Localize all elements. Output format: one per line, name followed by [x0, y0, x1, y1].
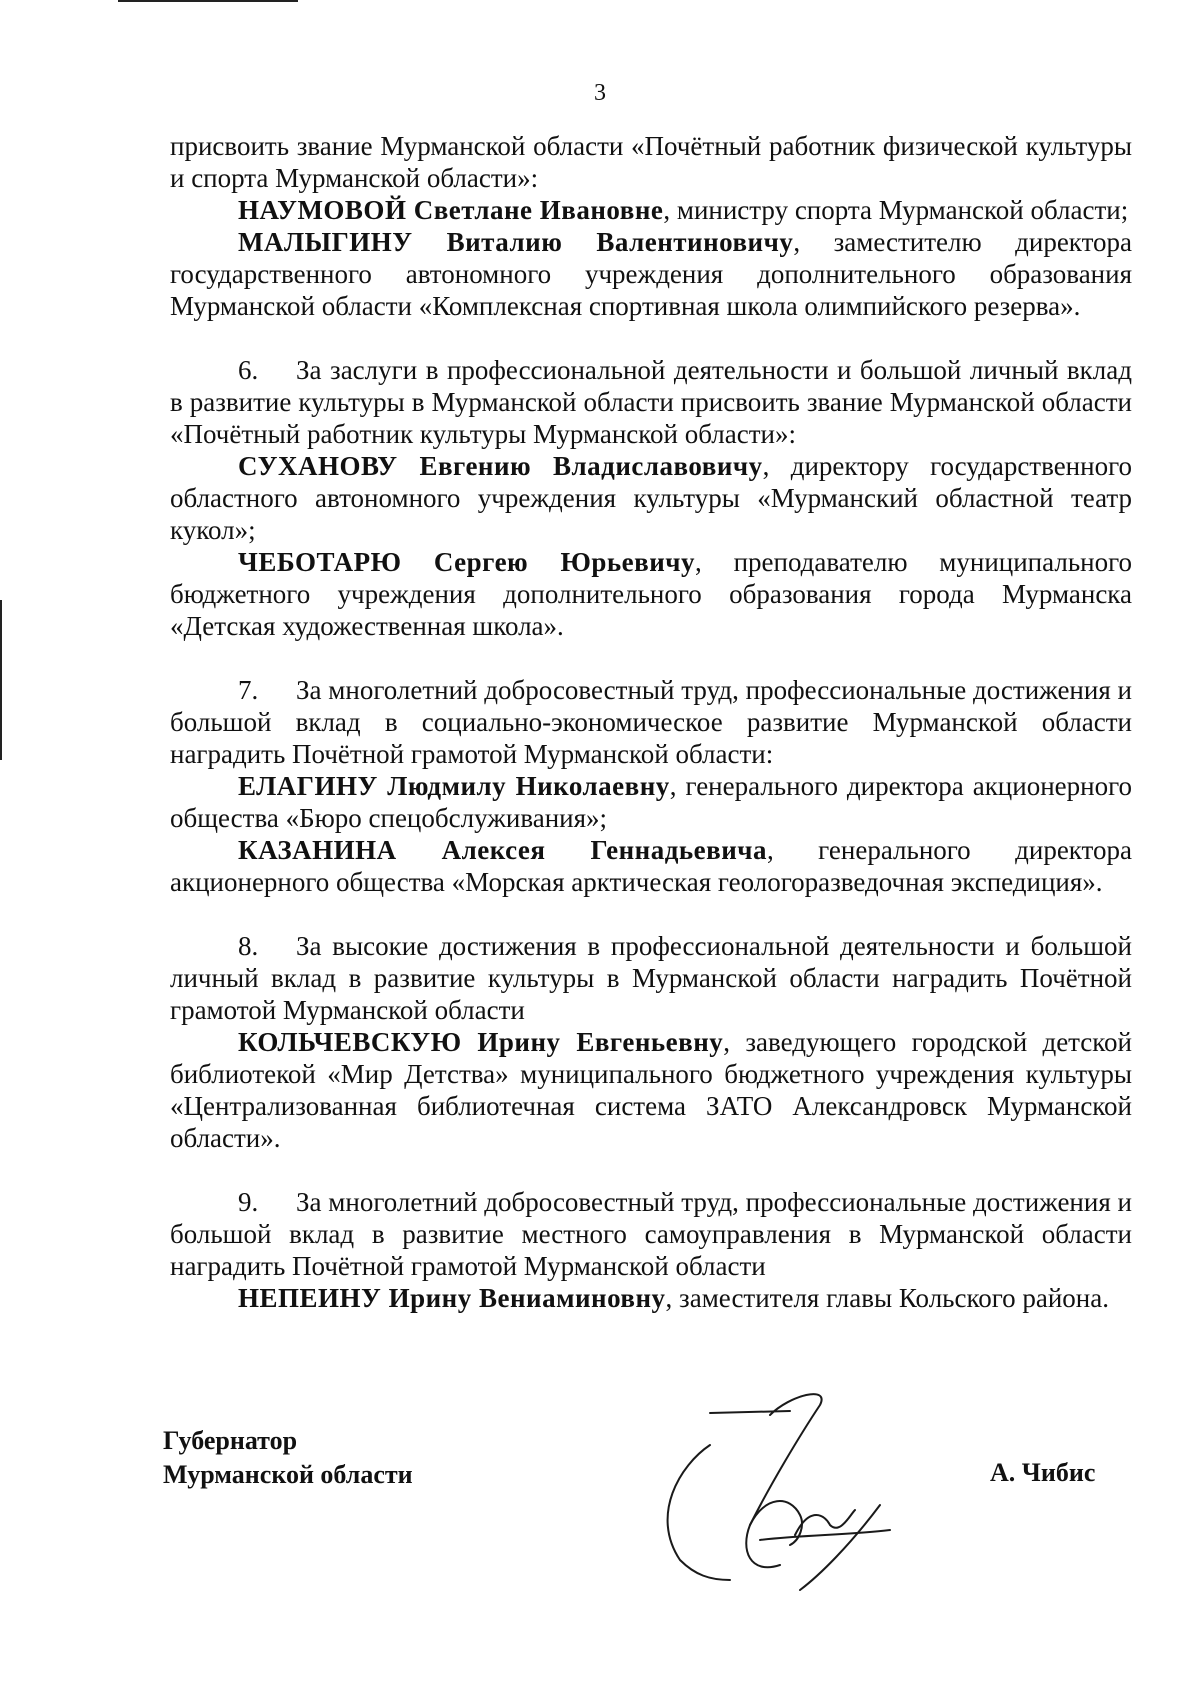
recipient-position: , министру спорта Мурманской области;: [663, 195, 1129, 225]
recipient-position: , генерального директора акционерного общества «Бюро спецобслуживания»;: [170, 771, 1132, 833]
recipient-name: НЕПЕИНУ Ирину Вениаминовну: [238, 1283, 666, 1313]
recipient-position: , заместителя главы Кольского района.: [665, 1283, 1109, 1313]
page-number: 3: [594, 80, 606, 106]
point-7: [170, 674, 1132, 770]
handwritten-signature: [650, 1375, 910, 1595]
award-recipient-sukhanov: [170, 450, 1132, 546]
document-body: [170, 130, 1132, 1314]
recipient-name: КОЛЬЧЕВСКУЮ Ирину Евгеньевну: [238, 1027, 724, 1057]
recipient-name: КАЗАНИНА Алексея Геннадьевича: [238, 835, 767, 865]
award-recipient-kolchevskaya: [170, 1026, 1132, 1154]
signatory-name: А. Чибис: [990, 1458, 1096, 1487]
award-recipient-nepeina: [170, 1282, 1132, 1314]
award-recipient-chebotar: [170, 546, 1132, 642]
award-recipient-naumova: [170, 194, 1132, 226]
award-recipient-elagina: [170, 770, 1132, 834]
recipient-position: , директору государственного областного автономного учреждения культуры «Мурманский областной театр кукол»;: [170, 451, 1132, 545]
signatory-title-line1: Губернатор: [163, 1426, 298, 1455]
point-text: За заслуги в профессиональной деятельности и большой личный вклад в развитие культуры в Мурманской области присвоить звание Мурманской области «Почётный работник культуры Мурманской области»:: [170, 355, 1132, 449]
scan-edge-line-top: [118, 0, 298, 2]
recipient-name: НАУМОВОЙ Светлане Ивановне: [238, 195, 664, 225]
point-number: 9.: [238, 1187, 259, 1217]
point-number: 7.: [238, 675, 259, 705]
recipient-name: СУХАНОВУ Евгению Владиславовичу: [238, 451, 763, 481]
award-recipient-malygin: [170, 226, 1132, 322]
point-text: За многолетний добросовестный труд, профессиональные достижения и большой вклад в развитие местного самоуправления в Мурманской области наградить Почётной грамотой Мурманской области: [170, 1187, 1132, 1281]
point-text: За высокие достижения в профессиональной деятельности и большой личный вклад в развитие культуры в Мурманской области наградить Почётной грамотой Мурманской области: [170, 931, 1132, 1025]
recipient-position: , заместителю директора государственного автономного учреждения дополнительного образования Мурманской области «Комплексная спортивная школа олимпийского резерва».: [170, 227, 1132, 321]
signatory-title: [163, 1424, 413, 1492]
point-6: [170, 354, 1132, 450]
point-8: [170, 930, 1132, 1026]
intro-paragraph: присвоить звание Мурманской области «Почётный работник физической культуры и спорта Мурманской области»:: [170, 131, 1132, 193]
point-number: 8.: [238, 931, 259, 961]
point-number: 6.: [238, 355, 259, 385]
award-recipient-kazanin: [170, 834, 1132, 898]
recipient-name: ЧЕБОТАРЮ Сергею Юрьевичу: [238, 547, 696, 577]
point-9: [170, 1186, 1132, 1282]
recipient-name: ЕЛАГИНУ Людмилу Николаевну: [238, 771, 670, 801]
recipient-position: , заведующего городской детской библиотекой «Мир Детства» муниципального бюджетного учреждения культуры «Централизованная библиотечная система ЗАТО Александровск Мурманской области».: [170, 1027, 1132, 1153]
recipient-name: МАЛЫГИНУ Виталию Валентиновичу: [238, 227, 794, 257]
signatory-title-line2: Мурманской области: [163, 1460, 413, 1489]
point-text: За многолетний добросовестный труд, профессиональные достижения и большой вклад в социально-экономическое развитие Мурманской области наградить Почётной грамотой Мурманской области:: [170, 675, 1132, 769]
recipient-position: , преподавателю муниципального бюджетного учреждения дополнительного образования города Мурманска «Детская художественная школа».: [170, 547, 1132, 641]
recipient-position: , генерального директора акционерного общества «Морская арктическая геологоразведочная экспедиция».: [170, 835, 1132, 897]
scan-edge-line-left: [0, 600, 2, 760]
